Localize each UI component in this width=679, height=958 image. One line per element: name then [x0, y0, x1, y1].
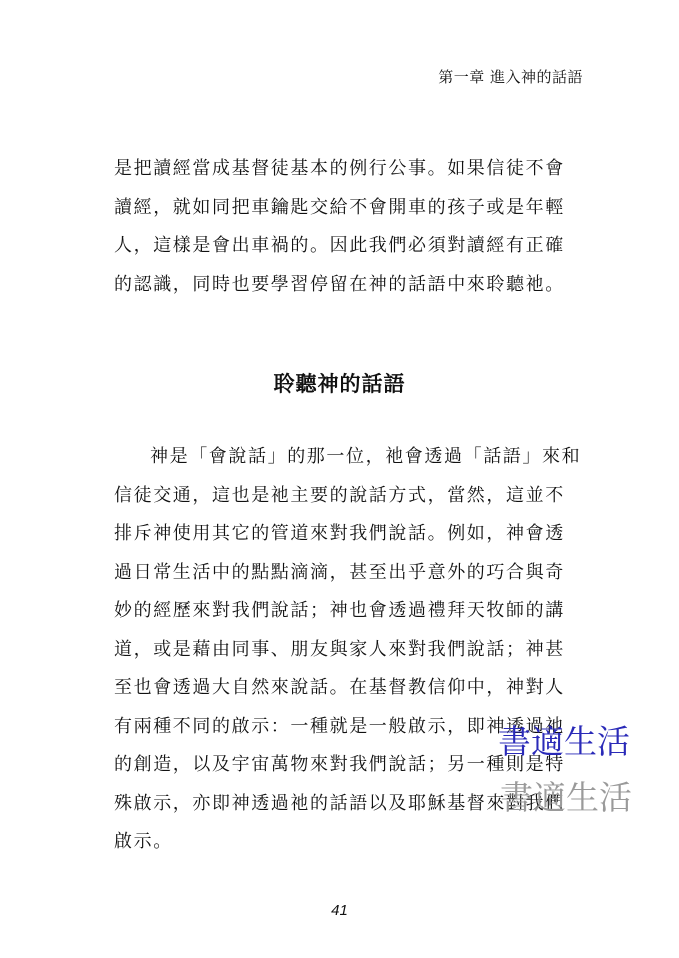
text-line: 過日常生活中的點點滴滴，甚至出乎意外的巧合與奇 — [114, 561, 565, 583]
text-line: 至也會透過大自然來說話。在基督教信仰中，神對人 — [114, 677, 565, 698]
page-number: 41 — [331, 902, 348, 919]
text-line: 神是「會說話」的那一位，祂會透過「話語」來和 — [150, 446, 582, 467]
text-line: 排斥神使用其它的管道來對我們說話。例如，神會透 — [114, 523, 565, 544]
text-line: 有兩種不同的啟示：一種就是一般啟示，即神透過祂 — [114, 715, 565, 737]
text-line: 的認識，同時也要學習停留在神的話語中來聆聽祂。 — [114, 273, 565, 295]
text-line: 殊啟示，亦即神透過祂的話語以及耶穌基督來對我們 — [114, 792, 565, 814]
text-line: 道，或是藉由同事、朋友與家人來對我們說話；神甚 — [114, 638, 565, 660]
paragraph-continued — [114, 150, 564, 304]
text-line: 信徒交通，這也是祂主要的說話方式，當然，這並不 — [114, 484, 565, 506]
text-line: 人，這樣是會出車禍的。因此我們必須對讀經有正確 — [114, 235, 565, 256]
section-heading: 聆聽神的話語 — [273, 371, 406, 396]
text-line: 妙的經歷來對我們說話；神也會透過禮拜天牧師的講 — [114, 600, 565, 621]
text-line: 的創造，以及宇宙萬物來對我們說話；另一種則是特 — [114, 754, 565, 775]
watermark-gray: 書適生活 — [500, 778, 632, 817]
running-header: 第一章 進入神的話語 — [438, 68, 583, 86]
text-line: 是把讀經當成基督徒基本的例行公事。如果信徒不會 — [114, 158, 565, 179]
text-line: 啟示。 — [114, 831, 173, 852]
text-line: 讀經，就如同把車鑰匙交給不會開車的孩子或是年輕 — [114, 196, 565, 218]
watermark-blue: 書適生活 — [498, 722, 630, 761]
